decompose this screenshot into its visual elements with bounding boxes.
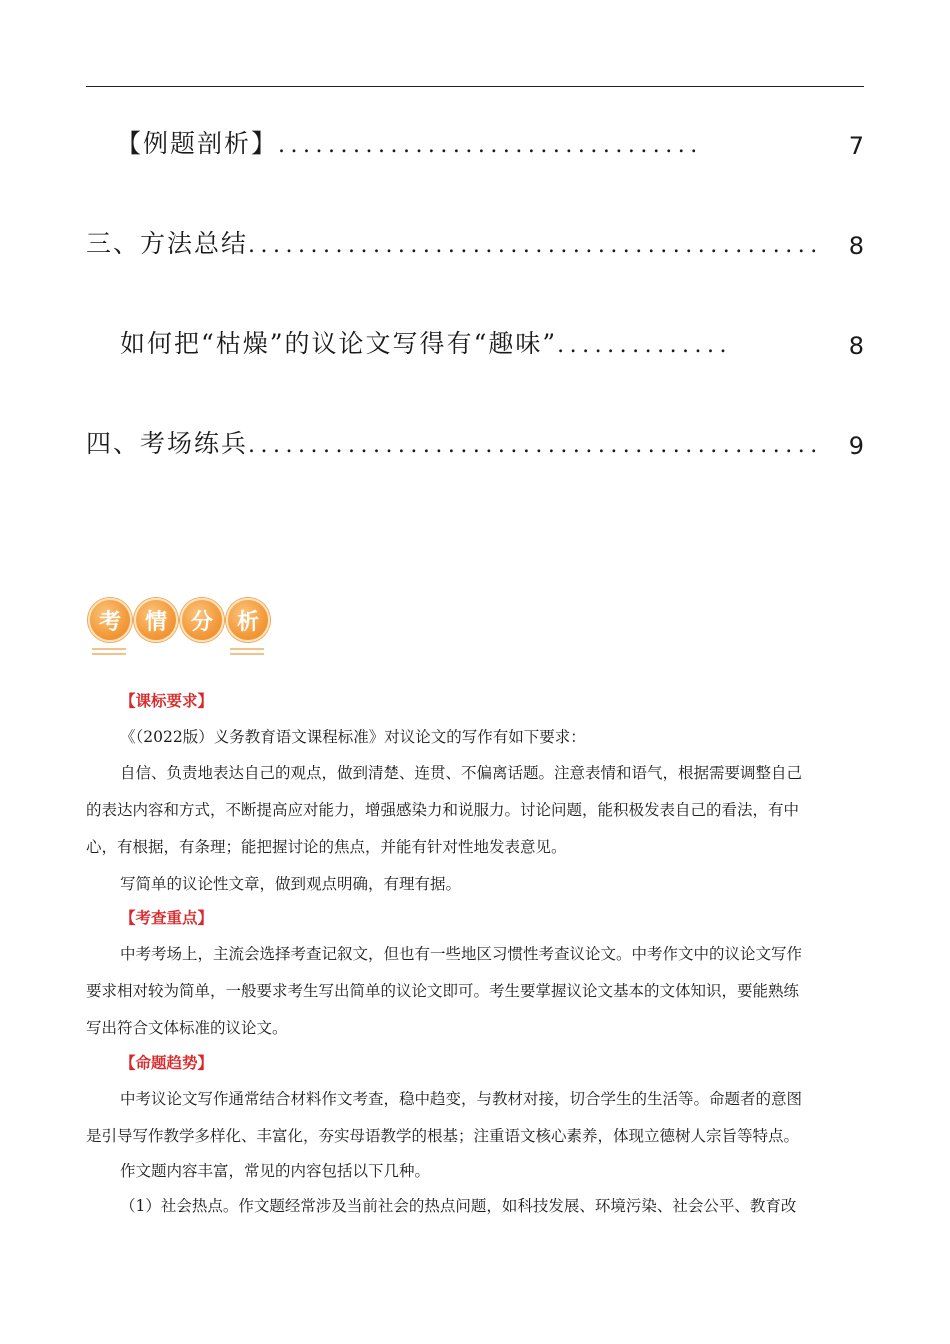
body-text-line: 写简单的议论性文章，做到观点明确，有理有据。 (120, 875, 462, 893)
body-text-line: 中考考场上，主流会选择考查记叙文，但也有一些地区习惯性考查议论文。中考作文中的议论文写作 (120, 945, 803, 963)
section-heading-curriculum: 【课标要求】 (120, 692, 214, 710)
toc-page-number: 9 (848, 432, 864, 460)
badge-stripe (230, 648, 264, 650)
body-text-line: 《（2022版）义务教育语文课程标准》对议论文的写作有如下要求： (120, 728, 586, 746)
badge-stripe (92, 648, 126, 650)
badge-stripe (92, 653, 126, 655)
toc-label: 【例题剖析】 (116, 129, 279, 158)
toc-leader-dots: .................................. (278, 133, 703, 158)
toc-label: 如何把“枯燥”的议论文写得有“趣味” (120, 329, 558, 358)
top-rule (86, 86, 864, 87)
toc-page-number: 8 (848, 332, 864, 360)
body-text-line: 的表达内容和方式，不断提高应对能力，增强感染力和说服力。讨论问题，能积极发表自己的看法，有中 (86, 801, 800, 819)
section-heading-trend: 【命题趋势】 (120, 1054, 214, 1072)
toc-item-exam-practice[interactable] (86, 420, 864, 460)
toc-item-interesting-essay[interactable] (86, 320, 864, 360)
toc-leader-dots: .............................................. (248, 433, 823, 458)
badge-char: 分 (180, 598, 224, 642)
toc-item-example-analysis[interactable] (86, 120, 864, 160)
badge-char: 析 (226, 598, 270, 642)
badge-stripe (230, 653, 264, 655)
body-text-line: 心，有根据，有条理；能把握讨论的焦点，并能有针对性地发表意见。 (86, 838, 567, 856)
toc-item-method-summary[interactable] (86, 220, 864, 260)
toc-leader-dots: .............................................. (248, 233, 823, 258)
body-text-line: 写出符合文体标准的议论文。 (86, 1019, 288, 1037)
body-text-line: 自信、负责地表达自己的观点，做到清楚、连贯、不偏离话题。注意表情和语气，根据需要调整自己 (120, 764, 803, 782)
body-text-line: 是引导写作教学多样化、丰富化，夯实母语教学的根基；注重语文核心素养，体现立德树人宗旨等特点。 (86, 1127, 800, 1145)
body-text-line: （1）社会热点。作文题经常涉及当前社会的热点问题，如科技发展、环境污染、社会公平、教育改 (120, 1197, 797, 1215)
toc-page-number: 7 (848, 132, 864, 160)
toc-label: 四、考场练兵 (86, 429, 249, 458)
exam-analysis-badge (88, 598, 268, 660)
badge-char: 情 (134, 598, 178, 642)
toc-page-number: 8 (848, 232, 864, 260)
toc-leader-dots: .............. (557, 333, 733, 358)
toc-label: 三、方法总结 (86, 229, 249, 258)
badge-char: 考 (88, 598, 132, 642)
body-text-line: 作文题内容丰富，常见的内容包括以下几种。 (120, 1162, 431, 1180)
section-heading-focus: 【考查重点】 (120, 909, 214, 927)
body-text-line: 要求相对较为简单，一般要求考生写出简单的议论文即可。考生要掌握议论文基本的文体知识，要能熟练 (86, 982, 800, 1000)
body-text-line: 中考议论文写作通常结合材料作文考查，稳中趋变，与教材对接，切合学生的生活等。命题者的意图 (120, 1090, 803, 1108)
